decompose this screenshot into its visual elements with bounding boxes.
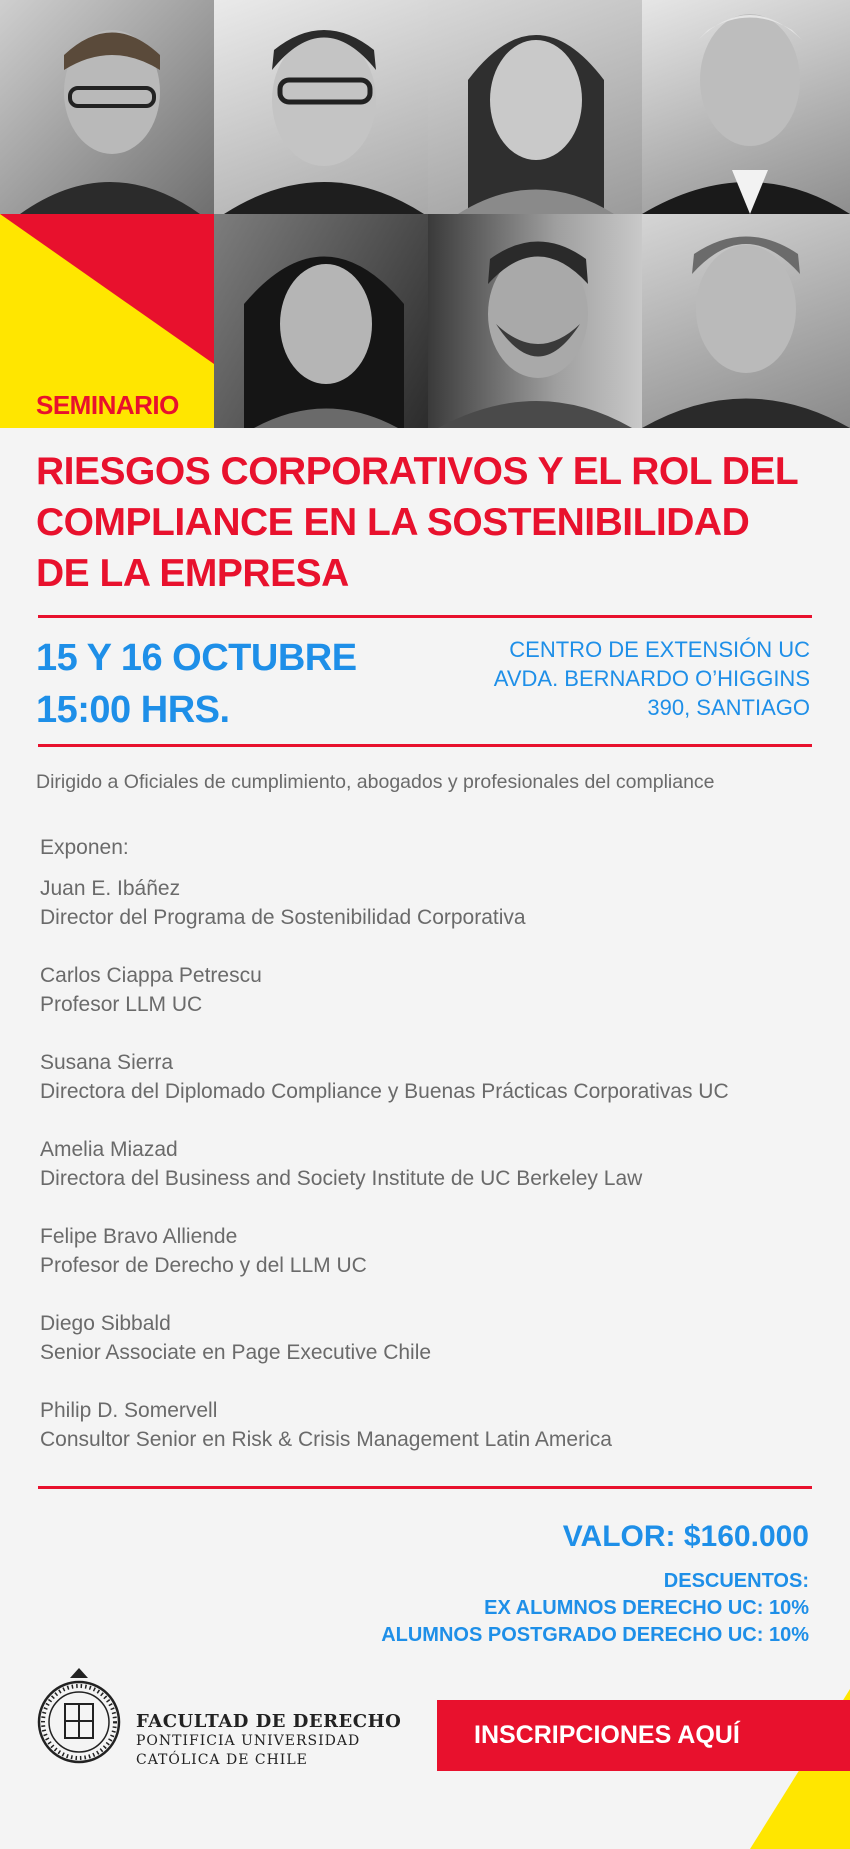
speaker-entry — [40, 1309, 820, 1367]
speaker-name: Philip D. Somervell — [40, 1399, 218, 1422]
speaker-photo — [214, 214, 428, 428]
speaker-name: Carlos Ciappa Petrescu — [40, 964, 262, 987]
speaker-role: Directora del Business and Society Institute de UC Berkeley Law — [40, 1167, 643, 1190]
page-title — [36, 446, 816, 599]
discounts-block — [381, 1568, 809, 1649]
speaker-name: Susana Sierra — [40, 1051, 174, 1074]
title-line: RIESGOS CORPORATIVOS Y EL ROL DEL — [36, 450, 799, 493]
venue-line: 390, SANTIAGO — [647, 695, 810, 720]
divider — [38, 1486, 812, 1489]
event-venue — [494, 635, 810, 722]
speaker-role: Profesor LLM UC — [40, 993, 203, 1016]
price-label: VALOR: $160.000 — [562, 1520, 809, 1553]
speaker-entry — [40, 874, 820, 932]
event-time: 15:00 HRS. — [36, 689, 230, 731]
event-date: 15 Y 16 OCTUBRE — [36, 637, 357, 679]
speaker-name: Amelia Miazad — [40, 1138, 178, 1161]
register-button[interactable]: INSCRIPCIONES AQUÍ — [437, 1700, 850, 1771]
speaker-entry — [40, 961, 820, 1019]
event-datetime — [36, 632, 357, 736]
speaker-photo-grid — [0, 0, 850, 428]
speaker-photo — [428, 214, 642, 428]
speaker-entry — [40, 1396, 820, 1454]
speaker-role: Directora del Diplomado Compliance y Buenas Prácticas Corporativas UC — [40, 1080, 729, 1103]
speaker-role: Profesor de Derecho y del LLM UC — [40, 1254, 367, 1277]
university-name-line: PONTIFICIA UNIVERSIDAD — [136, 1733, 361, 1749]
venue-line: CENTRO DE EXTENSIÓN UC — [509, 637, 810, 662]
seminar-label: SEMINARIO — [36, 390, 179, 420]
discount-line: ALUMNOS POSTGRADO DERECHO UC: 10% — [381, 1624, 809, 1646]
speaker-role: Consultor Senior en Risk & Crisis Management Latin America — [40, 1428, 612, 1451]
speaker-role: Director del Programa de Sostenibilidad Corporativa — [40, 906, 526, 929]
speakers-list — [40, 833, 820, 1483]
discount-line: EX ALUMNOS DERECHO UC: 10% — [484, 1597, 809, 1619]
divider — [38, 744, 812, 747]
speaker-name: Diego Sibbald — [40, 1312, 171, 1335]
faculty-logo-text — [136, 1711, 401, 1770]
speaker-photo — [642, 0, 850, 214]
speaker-entry — [40, 1135, 820, 1193]
speaker-name: Juan E. Ibáñez — [40, 877, 181, 900]
speakers-label: Exponen: — [40, 836, 129, 859]
audience-text: Dirigido a Oficiales de cumplimiento, abogados y profesionales del compliance — [36, 771, 715, 793]
title-line: COMPLIANCE EN LA SOSTENIBILIDAD — [36, 501, 750, 544]
university-seal-icon — [36, 1666, 122, 1766]
speaker-role: Senior Associate en Page Executive Chile — [40, 1341, 432, 1364]
discount-line: DESCUENTOS: — [663, 1570, 809, 1592]
venue-line: AVDA. BERNARDO O’HIGGINS — [493, 666, 810, 691]
divider — [38, 615, 812, 618]
speaker-photo — [214, 0, 428, 214]
speaker-entry — [40, 1048, 820, 1106]
faculty-name: FACULTAD DE DERECHO — [136, 1711, 402, 1732]
speaker-entry — [40, 1222, 820, 1280]
speaker-photo — [428, 0, 642, 214]
speaker-photo — [0, 0, 214, 214]
title-line: DE LA EMPRESA — [36, 552, 349, 595]
speaker-photo — [642, 214, 850, 428]
speaker-name: Felipe Bravo Alliende — [40, 1225, 238, 1248]
university-name-line: CATÓLICA DE CHILE — [136, 1752, 308, 1768]
